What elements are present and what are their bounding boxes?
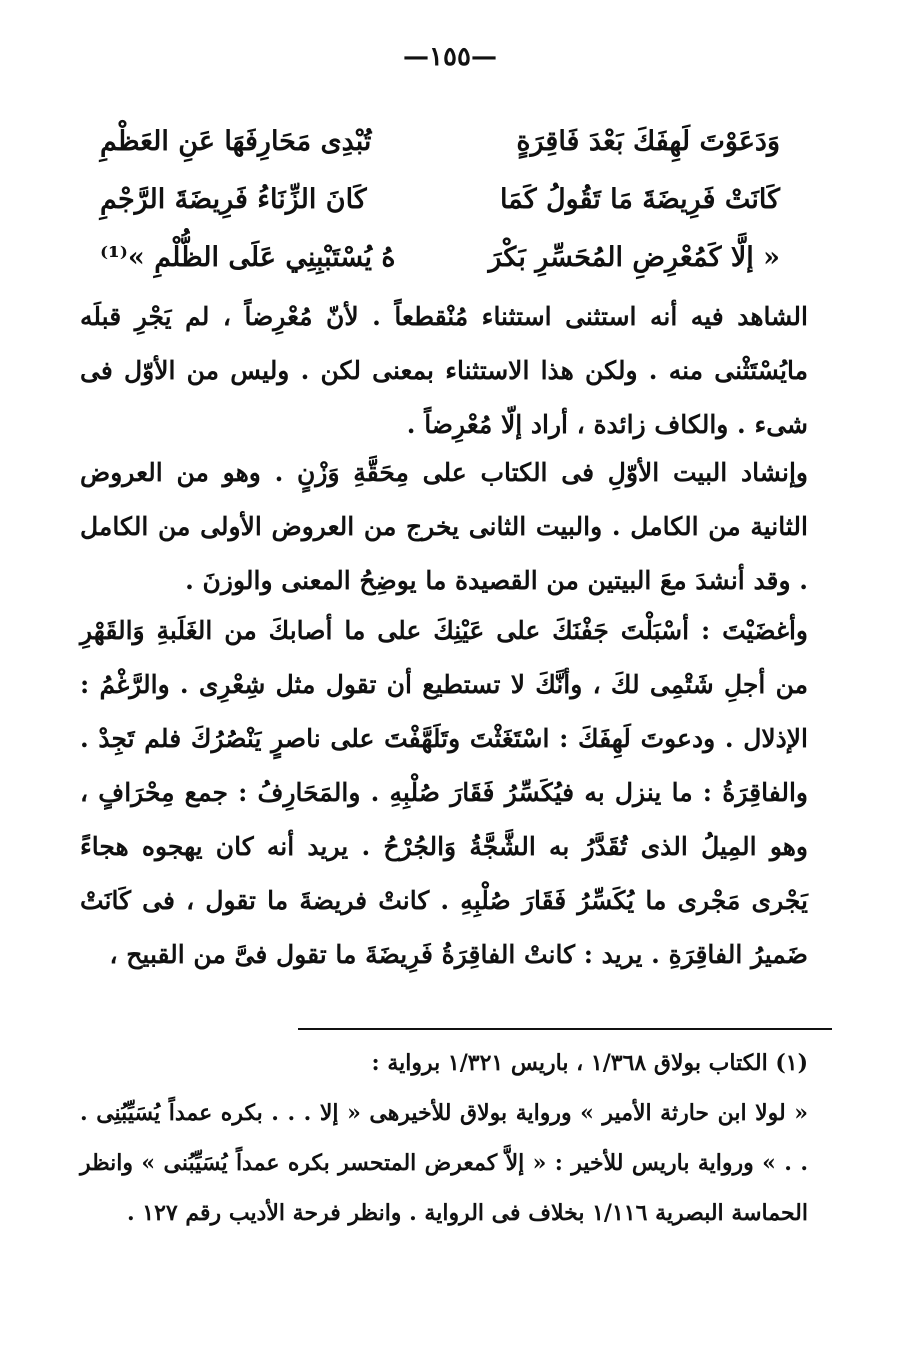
footnote-text: « لولا ابن حارثة الأمير » ورواية بولاق للأخيرهى « إلا . . . بكره عمداً يُسَيِّبُنِى . . . » ورواية باريس للأخير : « إلاَّ كمعرض المتحسر بكره عمداً يُسَيِّبُنى » وانظر الحماسة البصرية ١/١١٦ بخلاف فى الرواية . وانظر فرحة الأديب رقم ١٢٧ . [80, 1100, 808, 1226]
verse-second-hemistich: هُ يُسْتَبْبِنِي عَلَى الظُّلْمِ »⁽¹⁾ [100, 241, 396, 273]
commentary-paragraph [80, 290, 808, 452]
commentary-paragraph [80, 604, 808, 982]
paragraph-text: وإنشاد البيت الأوّلِ فى الكتاب على مِحَقَّةِ وَزْنٍ . وهو من العروض الثانية من الكامل . والبيت الثانى يخرج من العروض الأولى من الكامل . وقد أنشدَ معَ البيتين من القصيدة ما يوضِحُ المعنى والوزنَ . [80, 458, 808, 595]
footnote-text: (١) الكتاب بولاق ١/٣٦٨ ، باريس ١/٣٢١ برواية : [371, 1050, 808, 1076]
verse-first-hemistich: وَدَعَوْتَ لَهِفَكَ بَعْدَ فَاقِرَةٍ [516, 125, 780, 157]
commentary-paragraph [80, 446, 808, 608]
verse-line [100, 170, 780, 228]
paragraph-text: الشاهد فيه أنه استثنى استثناء مُنْقطعاً . لأنّ مُعْرِضاً ، لم يَجْرِ قبلَه مايُسْتَثْنى منه . ولكن هذا الاستثناء بمعنى لكن . وليس من الأوّل فى شىء . والكاف زائدة ، أراد إلّا مُعْرِضاً . [80, 302, 808, 439]
page-number: —١٥٥— [403, 42, 497, 72]
verse-line [100, 112, 780, 170]
footnotes [80, 1038, 808, 1238]
verse-second-hemistich: كَانَ الزِّنَاءُ فَرِيضَةَ الرَّجْمِ [100, 183, 367, 215]
verse-line [100, 228, 780, 286]
verse-first-hemistich: « إلَّا كَمُعْرِضِ المُحَسِّرِ بَكْرَ [488, 241, 780, 273]
footnote-divider [298, 1028, 832, 1030]
poem-verses [100, 112, 780, 286]
verse-first-hemistich: كَانَتْ فَرِيضَةَ مَا تَقُولُ كَمَا [499, 183, 780, 215]
verse-second-hemistich: تُبْدِى مَحَارِفَهَا عَنِ العَظْمِ [100, 125, 372, 157]
paragraph-text: وأغضَيْتَ : أسْبَلْتَ جَفْنَكَ على عَيْنِكَ على ما أصابكَ من الغَلَبةِ وَالقَهْرِ من أجلِ شَتْمِى لكَ ، وأنَّكَ لا تستطيع أن تقول مثل شِعْرِى . والرَّغْمُ : الإذلال . ودعوتَ لَهِفَكَ : اسْتَغَثْتَ وتَلَهَّفْتَ على ناصرٍ يَنْصُرُكَ فلم تَجِدْ . والفاقِرَةُ : ما ينزل به فيُكَسِّرُ فَقَارَ صُلْبِهِ . والمَحَارِفُ : جمع مِحْرَافٍ ، وهو المِيلُ الذى تُقَدَّرُ به الشَّجَّةُ وَالجُرْحُ . يريد أنه كان يهجوه هجاءً يَجْرى مَجْرى ما يُكَسِّرُ فَقَارَ صُلْبِهِ . كانتْ فريضةَ ما تقول ، فى كَانَتْ ضَميرُ الفاقِرَةِ . يريد : كانتْ الفاقِرَةُ فَرِيضَةَ ما تقول فىَّ من القبيح ، [80, 616, 808, 969]
